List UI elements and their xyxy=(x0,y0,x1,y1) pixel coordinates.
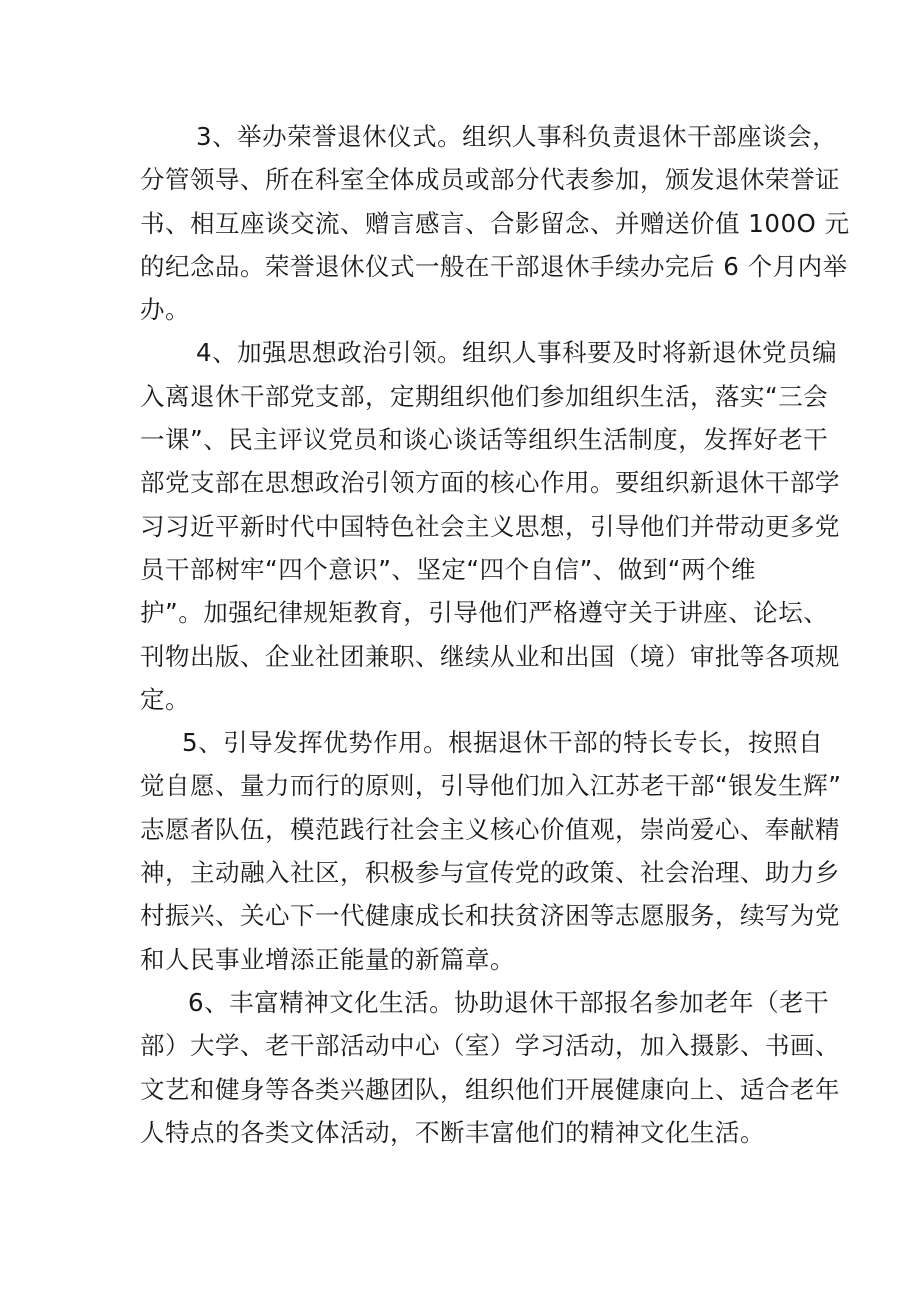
text-line: 4、加强思想政治引领。组织人事科要及时将新退休党员编 xyxy=(196,338,838,368)
paragraph-4-political-guidance xyxy=(140,331,840,721)
text-line: 习习近平新时代中国特色社会主义思想，引导他们并带动更多党 xyxy=(140,511,840,541)
text-line: 入离退休干部党支部，定期组织他们参加组织生活，落实“三会 xyxy=(140,381,829,411)
paragraph-3-retirement-ceremony xyxy=(140,115,850,331)
text-line: 书、相互座谈交流、赠言感言、合影留念、并赠送价值 100O 元 xyxy=(140,208,850,238)
document-body xyxy=(140,115,850,1154)
text-line: 志愿者队伍，模范践行社会主义核心价值观，崇尚爱心、奉献精 xyxy=(140,814,840,844)
text-line: 定。 xyxy=(140,684,190,714)
text-line: 部党支部在思想政治引领方面的核心作用。要组织新退休干部学 xyxy=(140,468,840,498)
text-line: 和人民事业增添正能量的新篇章。 xyxy=(140,944,515,974)
text-line: 一课”、民主评议党员和谈心谈话等组织生活制度，发挥好老干 xyxy=(140,425,829,455)
text-line: 员干部树牢“四个意识”、坚定“四个自信”、做到“两个维 xyxy=(140,554,756,584)
text-line: 村振兴、关心下一代健康成长和扶贫济困等志愿服务，续写为党 xyxy=(140,901,840,931)
text-line: 部）大学、老干部活动中心（室）学习活动，加入摄影、书画、 xyxy=(140,1031,840,1061)
text-line: 5、引导发挥优势作用。根据退休干部的特长专长，按照自 xyxy=(182,728,824,758)
paragraph-5-volunteer-role xyxy=(140,721,842,981)
text-line: 文艺和健身等各类兴趣团队，组织他们开展健康向上、适合老年 xyxy=(140,1074,840,1104)
text-line: 护”。加强纪律规矩教育，引导他们严格遵守关于讲座、论坛、 xyxy=(140,598,829,628)
text-line: 3、举办荣誉退休仪式。组织人事科负责退休干部座谈会， xyxy=(196,122,838,151)
text-line: 办。 xyxy=(140,295,190,325)
text-line: 觉自愿、量力而行的原则，引导他们加入江苏老干部“银发生辉” xyxy=(140,771,842,801)
text-line: 6、丰富精神文化生活。协助退休干部报名参加老年（老干 xyxy=(188,987,830,1017)
text-line: 神，主动融入社区，积极参与宣传党的政策、社会治理、助力乡 xyxy=(140,858,840,888)
paragraph-6-cultural-life xyxy=(140,981,840,1154)
text-line: 刊物出版、企业社团兼职、继续从业和出国（境）审批等各项规 xyxy=(140,641,840,671)
text-line: 分管领导、所在科室全体成员或部分代表参加，颁发退休荣誉证 xyxy=(140,165,840,195)
text-line: 的纪念品。荣誉退休仪式一般在干部退休手续办完后 6 个月内举 xyxy=(140,251,848,281)
text-line: 人特点的各类文体活动，不断丰富他们的精神文化生活。 xyxy=(140,1117,765,1147)
